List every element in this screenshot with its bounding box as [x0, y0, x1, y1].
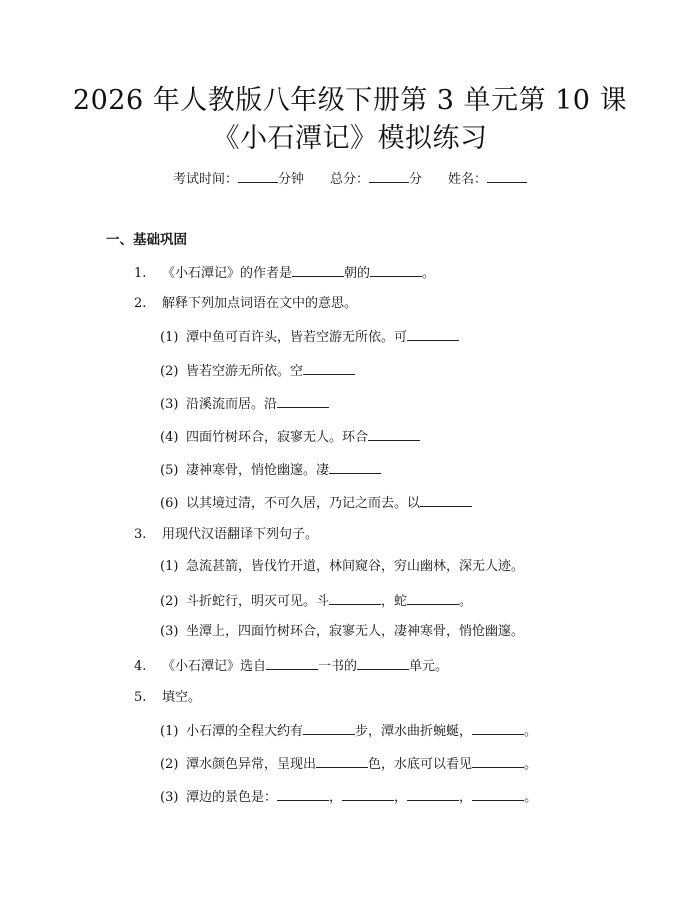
answer-blank[interactable] [370, 262, 422, 277]
section-title: 一、基础巩固 [106, 232, 187, 248]
sub-text: 潭中鱼可百许头，皆若空游无所依。可 [186, 330, 408, 345]
sub-number: (3) [160, 624, 179, 639]
sub-text: 潭水颜色异常，呈现出 [186, 757, 317, 772]
time-blank[interactable] [238, 168, 278, 183]
question-text: 《小石潭记》的作者是 [162, 266, 293, 281]
answer-blank[interactable] [472, 786, 524, 801]
sub-number: (4) [160, 430, 179, 445]
sub-question [160, 753, 537, 775]
score-label: 总分： [329, 172, 369, 187]
answer-blank[interactable] [407, 326, 459, 341]
sub-question [160, 557, 524, 577]
question-text: 一书的 [318, 659, 358, 674]
question-text: 朝的 [344, 266, 371, 281]
question-1 [134, 262, 435, 284]
sub-text: ，蛇 [381, 594, 408, 609]
sub-text: 。 [459, 594, 473, 609]
answer-blank[interactable] [329, 590, 381, 605]
sub-text: 小石潭的全程大约有 [186, 724, 304, 739]
sub-question [160, 720, 537, 742]
sub-text: 以其境过清，不可久居，乃记之而去。以 [186, 496, 421, 511]
sub-number: (3) [160, 790, 179, 805]
question-number: 4. [134, 659, 147, 674]
sub-question [160, 459, 381, 481]
answer-blank[interactable] [357, 655, 409, 670]
answer-blank[interactable] [472, 720, 524, 735]
question-5 [134, 688, 201, 708]
sub-question [160, 786, 537, 808]
sub-text: 。 [524, 790, 538, 805]
sub-text: 潭边的景色是： [186, 790, 278, 805]
page-title-line1: 2026 年人教版八年级下册第 3 单元第 10 课 [72, 85, 628, 116]
question-text: 用现代汉语翻译下列句子。 [162, 527, 319, 542]
question-number: 5. [134, 690, 147, 705]
answer-blank[interactable] [266, 655, 318, 670]
sub-text: 沿溪流而居。沿 [186, 397, 278, 412]
sub-text: 。 [524, 757, 538, 772]
answer-blank[interactable] [407, 786, 459, 801]
question-text: 填空。 [162, 690, 202, 705]
sub-text: 步，潭水曲折蜿蜒， [355, 724, 473, 739]
score-blank[interactable] [369, 168, 409, 183]
question-number: 2. [134, 296, 147, 311]
sub-number: (2) [160, 757, 179, 772]
answer-blank[interactable] [277, 786, 329, 801]
sub-number: (1) [160, 724, 179, 739]
question-number: 3. [134, 527, 147, 542]
question-text: 解释下列加点词语在文中的意思。 [162, 296, 358, 311]
name-blank[interactable] [487, 168, 527, 183]
answer-blank[interactable] [420, 492, 472, 507]
sub-question [160, 622, 524, 642]
sub-text: 急流甚箭，皆伐竹开道，林间窥谷，穷山幽林，深无人迹。 [186, 559, 525, 574]
question-text: 《小石潭记》选自 [162, 659, 267, 674]
answer-blank[interactable] [303, 720, 355, 735]
time-label: 考试时间： [172, 172, 238, 187]
sub-number: (1) [160, 559, 179, 574]
sub-text: 四面竹树环合，寂寥无人。环合 [186, 430, 369, 445]
exam-meta [0, 168, 700, 190]
sub-number: (1) [160, 330, 179, 345]
question-number: 1. [134, 266, 147, 281]
sub-text: 。 [524, 724, 538, 739]
sub-question [160, 426, 420, 448]
answer-blank[interactable] [303, 360, 355, 375]
question-text: 单元。 [409, 659, 449, 674]
sub-text: 坐潭上，四面竹树环合，寂寥无人，凄神寒骨，悄怆幽邃。 [186, 624, 525, 639]
score-unit: 分 [409, 172, 423, 187]
sub-question [160, 492, 472, 514]
question-text: 。 [422, 266, 436, 281]
sub-number: (6) [160, 496, 179, 511]
time-unit: 分钟 [277, 172, 304, 187]
sub-question [160, 393, 329, 415]
question-4 [134, 655, 448, 677]
sub-text: ， [394, 790, 408, 805]
name-label: 姓名： [448, 172, 488, 187]
answer-blank[interactable] [277, 393, 329, 408]
sub-number: (3) [160, 397, 179, 412]
question-3 [134, 525, 318, 545]
sub-text: 色，水底可以看见 [368, 757, 473, 772]
sub-question [160, 326, 459, 348]
page-title-line2: 《小石潭记》模拟练习 [212, 123, 488, 154]
answer-blank[interactable] [407, 590, 459, 605]
sub-number: (2) [160, 364, 179, 379]
sub-text: 斗折蛇行，明灭可见。斗 [186, 594, 330, 609]
answer-blank[interactable] [472, 753, 524, 768]
answer-blank[interactable] [329, 459, 381, 474]
sub-text: 皆若空游无所依。空 [186, 364, 304, 379]
sub-number: (5) [160, 463, 179, 478]
answer-blank[interactable] [368, 426, 420, 441]
sub-question [160, 360, 355, 382]
answer-blank[interactable] [292, 262, 344, 277]
question-2 [134, 294, 357, 314]
sub-text: ， [459, 790, 473, 805]
sub-text: ， [329, 790, 343, 805]
answer-blank[interactable] [316, 753, 368, 768]
answer-blank[interactable] [342, 786, 394, 801]
sub-question [160, 590, 472, 612]
sub-text: 凄神寒骨，悄怆幽邃。凄 [186, 463, 330, 478]
sub-number: (2) [160, 594, 179, 609]
